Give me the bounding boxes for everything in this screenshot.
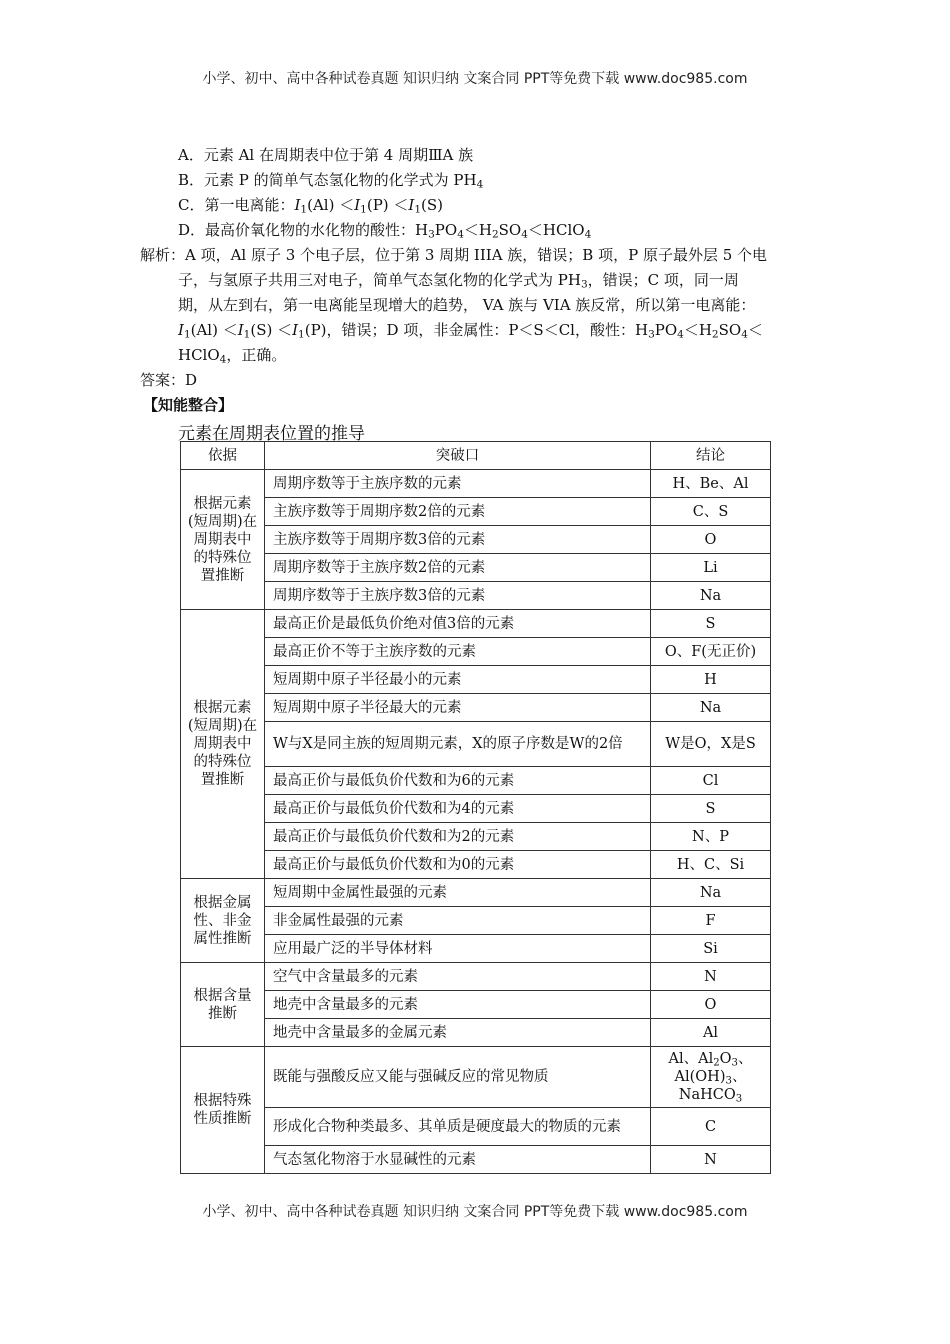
- clue-cell: W与X是同主族的短周期元素，X的原子序数是W的2倍: [265, 722, 651, 767]
- clue-cell: 空气中含量最多的元素: [265, 963, 651, 991]
- clue-cell: 最高正价与最低负价代数和为2的元素: [265, 823, 651, 851]
- result-cell: Al、$Al_2O_3$、 $Al(OH)_3$、 NaHCO$_3$: [651, 1047, 771, 1108]
- table-row: [181, 638, 771, 666]
- basis-cell: 根据金属性、非金属性推断: [181, 879, 265, 963]
- result-cell: S: [651, 610, 771, 638]
- inference-table: [180, 441, 771, 1174]
- clue-cell: 短周期中原子半径最大的元素: [265, 694, 651, 722]
- option-b: B．元素 P 的简单气态氢化物的化学式为 $PH_4$: [178, 171, 484, 191]
- clue-cell: 地壳中含量最多的金属元素: [265, 1019, 651, 1047]
- option-a: A．元素 Al 在周期表中位于第 4 周期ⅢA 族: [178, 146, 474, 164]
- result-cell: N: [651, 963, 771, 991]
- table-row: [181, 554, 771, 582]
- basis-cell: 根据元素(短周期)在周期表中的特殊位置推断: [181, 610, 265, 879]
- table-row: [181, 1146, 771, 1174]
- section-title: 【知能整合】: [143, 396, 234, 414]
- table-row: [181, 694, 771, 722]
- clue-cell: 最高正价是最低负价绝对值3倍的元素: [265, 610, 651, 638]
- table-row: [181, 795, 771, 823]
- basis-cell: 根据元素(短周期)在周期表中的特殊位置推断: [181, 470, 265, 610]
- table-row: [181, 1047, 771, 1108]
- result-cell: Al: [651, 1019, 771, 1047]
- basis-cell: 根据特殊性质推断: [181, 1047, 265, 1174]
- table-row: [181, 879, 771, 907]
- result-cell: Li: [651, 554, 771, 582]
- result-cell: W是O，X是S: [651, 722, 771, 767]
- analysis-line-3: 期，从左到右，第一电离能呈现增大的趋势， VA 族与 VIA 族反常，所以第一电离能：: [178, 296, 756, 314]
- analysis-line-1: 解析：A 项，Al 原子 3 个电子层，位于第 3 周期 IIIA 族，错误；B 项，P 原子最外层 5 个电: [140, 246, 768, 264]
- result-cell: Cl: [651, 767, 771, 795]
- result-cell: O: [651, 526, 771, 554]
- result-cell: C、S: [651, 498, 771, 526]
- clue-cell: 主族序数等于周期序数2倍的元素: [265, 498, 651, 526]
- header-result: 结论: [651, 442, 771, 470]
- result-cell: H: [651, 666, 771, 694]
- result-cell: Si: [651, 935, 771, 963]
- clue-cell: 最高正价与最低负价代数和为0的元素: [265, 851, 651, 879]
- clue-cell: 周期序数等于主族序数2倍的元素: [265, 554, 651, 582]
- option-d: D．最高价氧化物的水化物的酸性：$H_3PO_4<H_2SO_4<HClO_4$: [178, 221, 592, 241]
- table-title: 元素在周期表位置的推导: [178, 424, 365, 444]
- result-cell: S: [651, 795, 771, 823]
- option-c: C．第一电离能：$I_1(Al) <I_1(P) <I_1(S)$: [178, 196, 444, 216]
- table-row: [181, 767, 771, 795]
- result-cell: O、F(无正价): [651, 638, 771, 666]
- header-clue: 突破口: [265, 442, 651, 470]
- result-cell: Na: [651, 694, 771, 722]
- result-cell: Na: [651, 582, 771, 610]
- table-row: [181, 498, 771, 526]
- table-row: [181, 935, 771, 963]
- clue-cell: 非金属性最强的元素: [265, 907, 651, 935]
- table-row: [181, 582, 771, 610]
- clue-cell: 主族序数等于周期序数3倍的元素: [265, 526, 651, 554]
- clue-cell: 短周期中原子半径最小的元素: [265, 666, 651, 694]
- table-row: [181, 963, 771, 991]
- table-row: [181, 666, 771, 694]
- table-row: [181, 526, 771, 554]
- clue-cell: 周期序数等于主族序数的元素: [265, 470, 651, 498]
- analysis-line-5: HClO$_4$，正确。: [178, 346, 287, 366]
- table-row: [181, 1019, 771, 1047]
- page-header: 小学、初中、高中各种试卷真题 知识归纳 文案合同 PPT等免费下载 www.doc985.com: [202, 71, 748, 87]
- table-row: [181, 1108, 771, 1146]
- result-cell: H、C、Si: [651, 851, 771, 879]
- clue-cell: 周期序数等于主族序数3倍的元素: [265, 582, 651, 610]
- table-row: [181, 722, 771, 767]
- clue-cell: 形成化合物种类最多、其单质是硬度最大的物质的元素: [265, 1108, 651, 1146]
- analysis-line-2: 子，与氢原子共用三对电子，简单气态氢化物的化学式为 $PH_3$，错误；C 项，同一周: [178, 271, 739, 291]
- answer: 答案：D: [140, 371, 198, 389]
- clue-cell: 既能与强酸反应又能与强碱反应的常见物质: [265, 1047, 651, 1108]
- clue-cell: 最高正价不等于主族序数的元素: [265, 638, 651, 666]
- clue-cell: 气态氢化物溶于水显碱性的元素: [265, 1146, 651, 1174]
- table-row: [181, 610, 771, 638]
- table-row: [181, 823, 771, 851]
- table-row: [181, 470, 771, 498]
- result-cell: F: [651, 907, 771, 935]
- clue-cell: 最高正价与最低负价代数和为4的元素: [265, 795, 651, 823]
- result-cell: N、P: [651, 823, 771, 851]
- table-row: [181, 851, 771, 879]
- analysis-line-4: $I_1(Al) <I_1(S) <I_1(P)$，错误；D 项，非金属性：P＜S＜Cl，酸性：$H_3PO_4<H_2SO_4<$: [178, 321, 763, 341]
- clue-cell: 最高正价与最低负价代数和为6的元素: [265, 767, 651, 795]
- clue-cell: 短周期中金属性最强的元素: [265, 879, 651, 907]
- clue-cell: 地壳中含量最多的元素: [265, 991, 651, 1019]
- clue-cell: 应用最广泛的半导体材料: [265, 935, 651, 963]
- header-basis: 依据: [181, 442, 265, 470]
- result-cell: H、Be、Al: [651, 470, 771, 498]
- result-cell: C: [651, 1108, 771, 1146]
- result-cell: Na: [651, 879, 771, 907]
- basis-cell: 根据含量推断: [181, 963, 265, 1047]
- table-row: [181, 991, 771, 1019]
- page-footer: 小学、初中、高中各种试卷真题 知识归纳 文案合同 PPT等免费下载 www.doc985.com: [202, 1204, 748, 1220]
- result-cell: N: [651, 1146, 771, 1174]
- table-header-row: [181, 442, 771, 470]
- table-row: [181, 907, 771, 935]
- result-cell: O: [651, 991, 771, 1019]
